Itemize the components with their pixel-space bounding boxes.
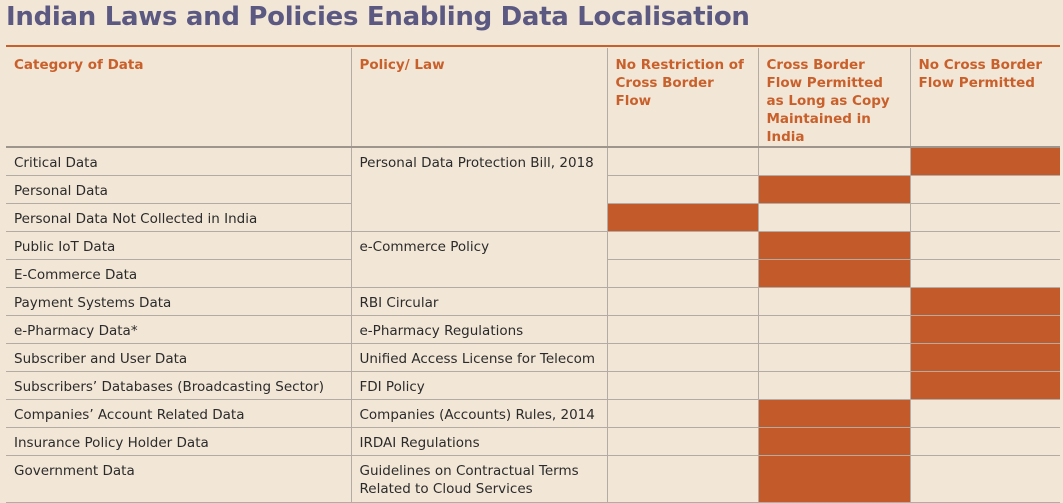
no-restriction-cell (607, 315, 758, 343)
header-copy-maintained: Cross Border Flow Permitted as Long as Copy Maintained in India (758, 48, 910, 147)
policy-cell: FDI Policy (351, 371, 607, 399)
category-cell: E-Commerce Data (6, 259, 351, 287)
copy-maintained-cell (758, 399, 910, 427)
table-row (6, 399, 1060, 427)
category-cell: e-Pharmacy Data* (6, 315, 351, 343)
page-title: Indian Laws and Policies Enabling Data Localisation (6, 2, 750, 32)
copy-maintained-cell (758, 259, 910, 287)
no-restriction-cell (607, 287, 758, 315)
table-row (6, 343, 1060, 371)
category-cell: Subscriber and User Data (6, 343, 351, 371)
policy-cell: e-Pharmacy Regulations (351, 315, 607, 343)
no-flow-cell (910, 455, 1060, 502)
no-flow-cell (910, 399, 1060, 427)
no-flow-cell (910, 371, 1060, 399)
no-flow-cell (910, 175, 1060, 203)
table-row (6, 455, 1060, 502)
no-restriction-cell (607, 147, 758, 175)
policy-cell: RBI Circular (351, 287, 607, 315)
copy-maintained-cell (758, 287, 910, 315)
no-restriction-cell (607, 399, 758, 427)
copy-maintained-cell (758, 427, 910, 455)
category-cell: Government Data (6, 455, 351, 502)
table-row (6, 231, 1060, 259)
policy-cell: Guidelines on Contractual Terms Related to Cloud Services (351, 455, 607, 502)
table-row (6, 427, 1060, 455)
category-cell: Public IoT Data (6, 231, 351, 259)
no-restriction-cell (607, 175, 758, 203)
no-restriction-cell (607, 203, 758, 231)
title-divider (6, 45, 1060, 47)
category-cell: Insurance Policy Holder Data (6, 427, 351, 455)
category-cell: Personal Data Not Collected in India (6, 203, 351, 231)
no-flow-cell (910, 315, 1060, 343)
category-cell: Personal Data (6, 175, 351, 203)
no-restriction-cell (607, 455, 758, 502)
table-row (6, 315, 1060, 343)
no-restriction-cell (607, 427, 758, 455)
no-restriction-cell (607, 371, 758, 399)
category-cell: Companies’ Account Related Data (6, 399, 351, 427)
copy-maintained-cell (758, 343, 910, 371)
category-cell: Critical Data (6, 147, 351, 175)
no-restriction-cell (607, 343, 758, 371)
no-flow-cell (910, 427, 1060, 455)
header-policy: Policy/ Law (351, 48, 607, 147)
copy-maintained-cell (758, 315, 910, 343)
header-no-flow: No Cross Border Flow Permitted (910, 48, 1060, 147)
policy-cell: IRDAI Regulations (351, 427, 607, 455)
header-category: Category of Data (6, 48, 351, 147)
no-flow-cell (910, 287, 1060, 315)
policy-cell: Companies (Accounts) Rules, 2014 (351, 399, 607, 427)
no-restriction-cell (607, 259, 758, 287)
no-restriction-cell (607, 231, 758, 259)
copy-maintained-cell (758, 455, 910, 502)
copy-maintained-cell (758, 371, 910, 399)
policy-cell: e-Commerce Policy (351, 231, 607, 287)
no-flow-cell (910, 259, 1060, 287)
header-row (6, 48, 1060, 147)
policy-cell: Personal Data Protection Bill, 2018 (351, 147, 607, 231)
copy-maintained-cell (758, 175, 910, 203)
copy-maintained-cell (758, 203, 910, 231)
no-flow-cell (910, 203, 1060, 231)
copy-maintained-cell (758, 231, 910, 259)
copy-maintained-cell (758, 147, 910, 175)
table-row (6, 371, 1060, 399)
table-row (6, 287, 1060, 315)
category-cell: Payment Systems Data (6, 287, 351, 315)
category-cell: Subscribers’ Databases (Broadcasting Sector) (6, 371, 351, 399)
no-flow-cell (910, 147, 1060, 175)
no-flow-cell (910, 231, 1060, 259)
header-no-restriction: No Restriction of Cross Border Flow (607, 48, 758, 147)
table-row (6, 147, 1060, 175)
no-flow-cell (910, 343, 1060, 371)
localisation-table (6, 48, 1060, 503)
policy-cell: Unified Access License for Telecom (351, 343, 607, 371)
